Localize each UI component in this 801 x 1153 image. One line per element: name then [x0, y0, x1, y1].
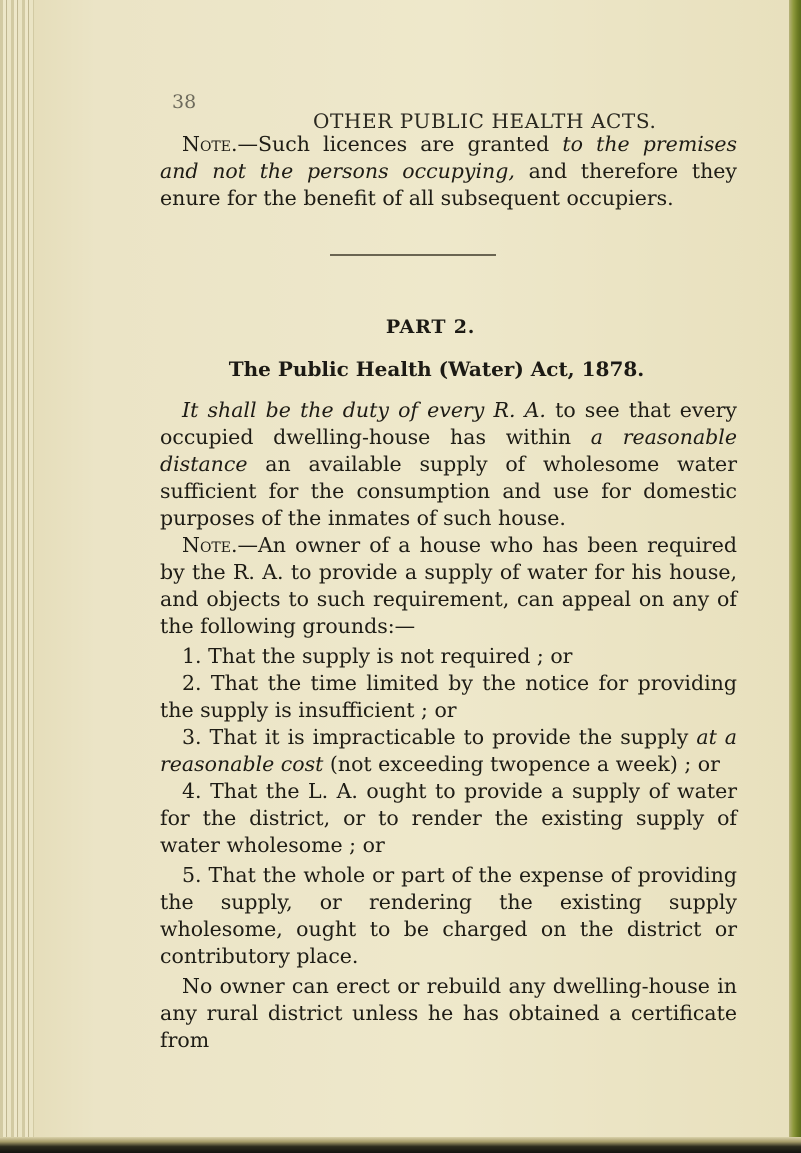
act-heading: The Public Health (Water) Act, 1878.: [228, 357, 645, 381]
note-label: Note.: [182, 132, 238, 156]
page-number: 38: [172, 91, 197, 113]
duty-paragraph: [160, 397, 737, 532]
binding-gutter: [0, 0, 34, 1153]
ground-2: 2. That the time limited by the notice for providing the supply is insufficient ; or: [160, 671, 737, 722]
duty-italic: a reasonable distance: [160, 425, 737, 476]
ground-3: [160, 724, 737, 778]
note-text: —An owner of a house who has been required by the R. A. to provide a supply of water for his house, and objects to such requirement, can appeal on any of the following grounds:—: [160, 533, 737, 638]
cover-edge: [789, 0, 801, 1153]
note-licences: [160, 131, 737, 212]
note-label: Note.: [182, 533, 238, 557]
part-heading: PART 2.: [385, 316, 476, 338]
duty-text: to see that every occupied dwelling-house has within: [160, 398, 737, 449]
duty-italic: It shall be the duty of every R. A.: [182, 398, 546, 422]
ground-5: 5. That the whole or part of the expense of providing the supply, or rendering the existing supply wholesome, ought to be charged on the district or contributory place.: [160, 863, 737, 968]
ground-1: 1. That the supply is not required ; or: [182, 644, 573, 668]
note-text: —Such licences are granted: [237, 132, 563, 156]
ground-italic: at a reasonable cost: [160, 725, 737, 776]
page-stack-edge: [0, 1137, 801, 1153]
section-divider: [330, 254, 496, 256]
note-text: and therefore they enure for the benefit of all subsequent occupiers.: [160, 159, 738, 210]
note-appeal: [160, 532, 737, 640]
note-italic: to the premises and not the persons occupying,: [160, 132, 737, 183]
running-head: OTHER PUBLIC HEALTH ACTS.: [313, 109, 657, 133]
ground-text: (not exceeding twopence a week) ; or: [323, 752, 720, 776]
ground-4: 4. That the L. A. ought to provide a supply of water for the district, or to render the existing supply of water wholesome ; or: [160, 779, 737, 857]
duty-text: an available supply of wholesome water sufficient for the consumption and use for domestic purposes of the inmates of such house.: [160, 452, 737, 530]
ground-text: 3. That it is impracticable to provide the supply: [182, 725, 697, 749]
closing-paragraph: No owner can erect or rebuild any dwelling-house in any rural district unless he has obtained a certificate from: [160, 974, 737, 1052]
